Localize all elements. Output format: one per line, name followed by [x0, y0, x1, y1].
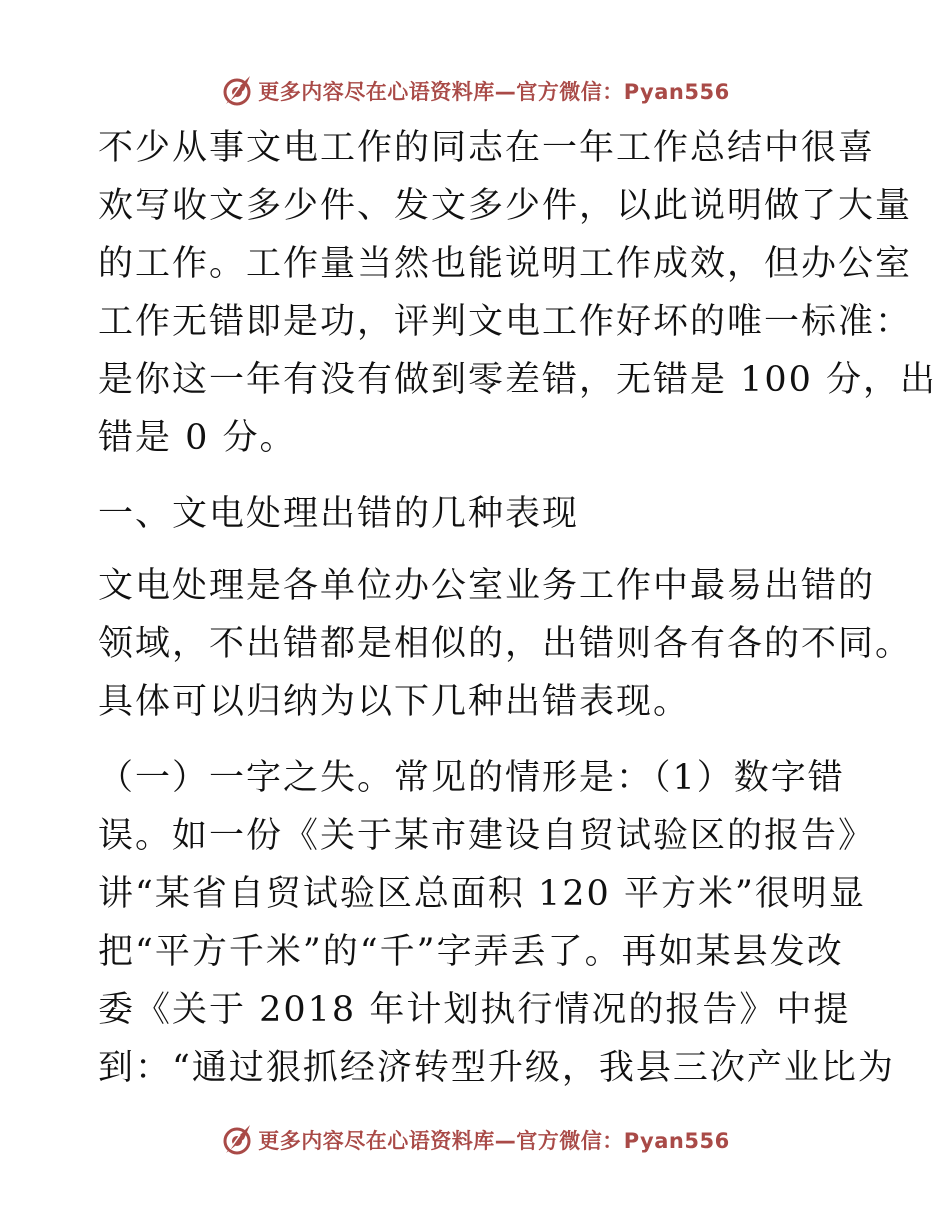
paragraph-1-line: 工作无错即是功，评判文电工作好坏的唯一标准： [98, 302, 913, 342]
paragraph-1-line: 是你这一年有没有做到零差错，无错是 100 分，出 [98, 360, 938, 400]
quill-pen-logo-icon [220, 1123, 254, 1157]
banner-text: 更多内容尽在心语资料库—官方微信：Pyan556 [258, 1129, 730, 1153]
paragraph-1-line: 的工作。工作量当然也能说明工作成效，但办公室 [98, 244, 913, 284]
paragraph-1-line: 欢写收文多少件、发文多少件，以此说明做了大量 [98, 186, 913, 226]
quill-pen-logo-icon [220, 74, 254, 108]
paragraph-1-line: 不少从事文电工作的同志在一年工作总结中很喜 [98, 128, 876, 168]
paragraph-3-line: 委《关于 2018 年计划执行情况的报告》中提 [98, 990, 851, 1030]
paragraph-3-line: 误。如一份《关于某市建设自贸试验区的报告》 [98, 816, 876, 856]
paragraph-3-line: （一）一字之失。常见的情形是：（1）数字错 [98, 758, 845, 798]
paragraph-1-line: 错是 0 分。 [98, 418, 297, 458]
paragraph-3-line: 把“平方千米”的“千”字弄丢了。再如某县发改 [98, 932, 844, 972]
paragraph-2-line: 具体可以归纳为以下几种出错表现。 [98, 682, 691, 722]
header-watermark-banner [0, 71, 950, 111]
paragraph-2-line: 文电处理是各单位办公室业务工作中最易出错的 [98, 566, 876, 606]
footer-watermark-banner [0, 1120, 950, 1160]
paragraph-2-line: 领域，不出错都是相似的，出错则各有各的不同。 [98, 624, 913, 664]
paragraph-3-line: 讲“某省自贸试验区总面积 120 平方米”很明显 [98, 874, 866, 914]
section-heading: 一、文电处理出错的几种表现 [98, 494, 580, 534]
paragraph-3-line: 到：“通过狠抓经济转型升级，我县三次产业比为 [98, 1048, 895, 1088]
banner-text: 更多内容尽在心语资料库—官方微信：Pyan556 [258, 80, 730, 104]
